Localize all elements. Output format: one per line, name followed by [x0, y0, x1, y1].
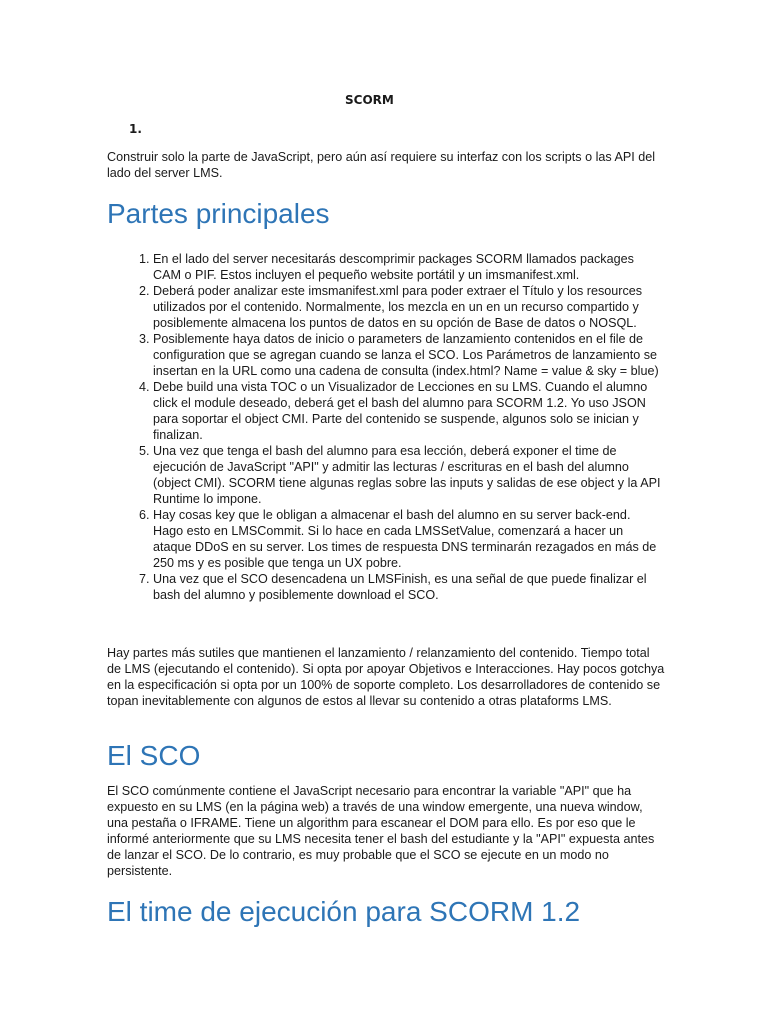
sco-paragraph: El SCO comúnmente contiene el JavaScript necesario para encontrar la variable "API" que ha expuesto en su LMS (en la página web) a través de una window emergente, una nueva window, una pestaña o IFRAME. Tiene un algorithm para escanear el DOM para ello. Es por eso que le informé anteriormente que su LMS necesita tener el bash del estudiante y la "API" expuesta antes de lanzar el SCO. De lo contrario, es muy probable que el SCO se ejecute en un modo no persistente. [107, 784, 655, 878]
section-heading-runtime: El time de ejecución para SCORM 1.2 [107, 896, 581, 927]
list-item: 2. Deberá poder analizar este imsmanifest.xml para poder extraer el Título y los resources utilizados por el contenido. Normalmente, los mezcla en un en un recurso compartido y posiblemente almacena los puntos de datos en su opción de Base de datos o NOSQL. [153, 283, 662, 331]
section-heading-el-sco: El SCO [107, 740, 201, 771]
document-number: 1. [129, 122, 142, 136]
intro-paragraph: Construir solo la parte de JavaScript, pero aún así requiere su interfaz con los scripts o las API del lado del server LMS. [107, 150, 656, 180]
list-item: 6. Hay cosas key que le obligan a almacenar el bash del alumno en su server back-end. Hago esto en LMSCommit. Si lo hace en cada LMSSetValue, comenzará a hacer un ataque DDoS en su server. Los times de respuesta DNS terminarán rezagados en más de 250 ms y es posible que tenga un UX pobre. [153, 507, 662, 571]
steps-list [107, 251, 662, 603]
subtle-parts-paragraph: Hay partes más sutiles que mantienen el lanzamiento / relanzamiento del contenido. Tiempo total de LMS (ejecutando el contenido). Si opta por apoyar Objetivos e Interacciones. Hay pocos gotchya en la especificación si opta por un 100% de soporte completo. Los desarrolladores de contenido se topan inevitablemente con algunos de estos al llevar su contenido a otras plataforms LMS. [107, 646, 665, 708]
list-item: 7. Una vez que el SCO desencadena un LMSFinish, es una señal de que puede finalizar el bash del alumno y posiblemente download el SCO. [153, 571, 662, 603]
list-item: 1. En el lado del server necesitarás descomprimir packages SCORM llamados packages CAM o PIF. Estos incluyen el pequeño website portátil y un imsmanifest.xml. [153, 251, 662, 283]
list-item: 4. Debe build una vista TOC o un Visualizador de Lecciones en su LMS. Cuando el alumno click el module deseado, deberá get el bash del alumno para SCORM 1.2. Yo uso JSON para soportar el object CMI. Parte del contenido se suspende, algunos solo se inician y finalizan. [153, 379, 662, 443]
list-item: 5. Una vez que tenga el bash del alumno para esa lección, deberá exponer el time de ejecución de JavaScript "API" y admitir las lecturas / escrituras en el bash del alumno (object CMI). SCORM tiene algunas reglas sobre las inputs y salidas de ese object y la API Runtime lo impone. [153, 443, 662, 507]
section-heading-partes-principales: Partes principales [107, 198, 330, 229]
document-title: SCORM [345, 93, 394, 107]
list-item: 3. Posiblemente haya datos de inicio o parameters de lanzamiento contenidos en el file de configuration que se agregan cuando se lanza el SCO. Los Parámetros de lanzamiento se insertan en la URL como una cadena de consulta (index.html? Name = value & sky = blue) [153, 331, 662, 379]
